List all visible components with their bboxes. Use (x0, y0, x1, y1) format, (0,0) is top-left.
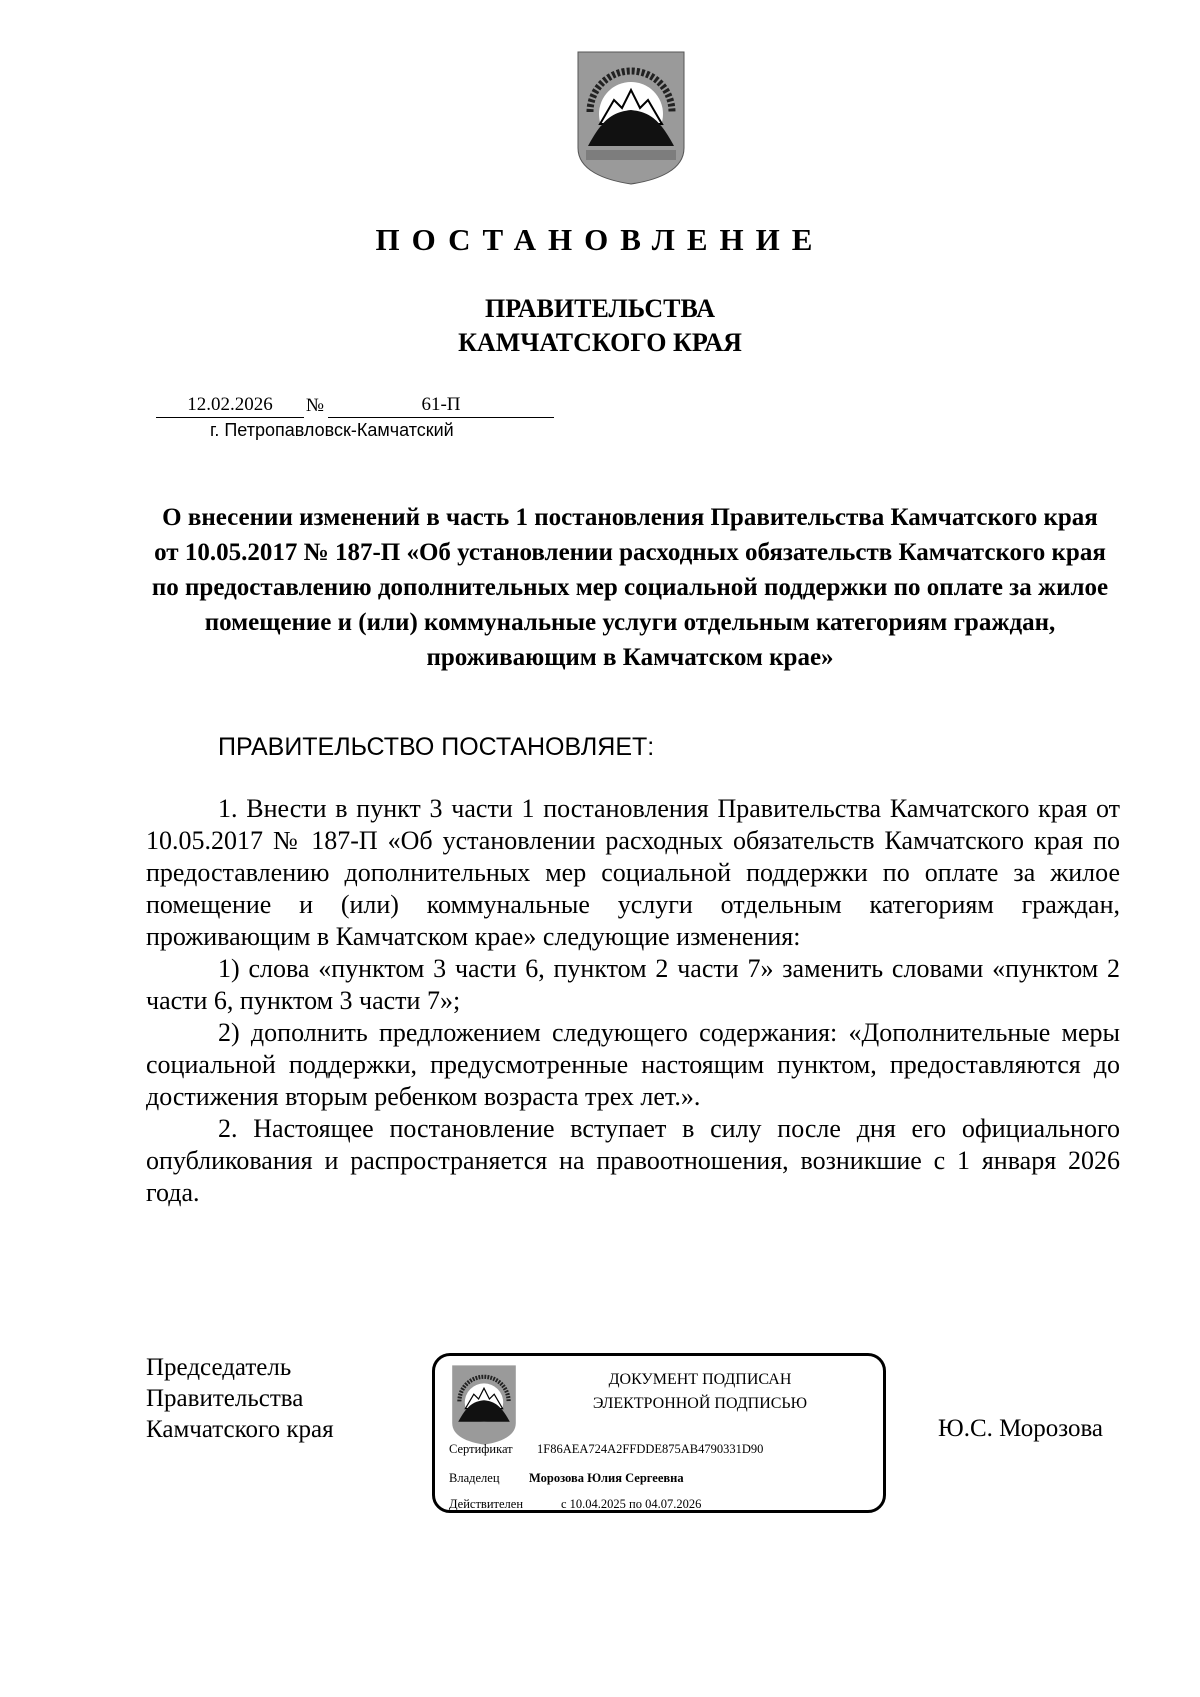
signer-name: Ю.С. Морозова (938, 1415, 1104, 1442)
electronic-signature-stamp (432, 1353, 886, 1513)
stamp-heading-line-1: ДОКУМЕНТ ПОДПИСАН (608, 1371, 792, 1388)
resolves-heading: ПРАВИТЕЛЬСТВО ПОСТАНОВЛЯЕТ: (218, 733, 655, 761)
owner-value: Морозова Юлия Сергеевна (529, 1471, 684, 1485)
body-paragraph: 1. Внести в пункт 3 части 1 постановления Правительства Камчатского края от 10.05.2017 № 187-П «Об установлении расходных обязательств Камчатского края по предоставлению дополнительных мер социальной поддержки по оплате за жилое помещение и (или) коммунальные услуги отдельным категориям граждан, проживающим в Камчатском крае» следующие изменения: (146, 794, 1120, 951)
signer-title-line-1: Председатель (146, 1354, 292, 1381)
signer-title-line-3: Камчатского края (146, 1416, 334, 1443)
stamp-owner-row (449, 1471, 684, 1486)
stamp-heading (525, 1368, 875, 1416)
document-type-title: ПОСТАНОВЛЕНИЕ (375, 222, 825, 257)
stamp-certificate-row (449, 1442, 763, 1457)
issuer-line-2: КАМЧАТСКОГО КРАЯ (458, 328, 742, 357)
stamp-heading-line-2: ЭЛЕКТРОННОЙ ПОДПИСЬЮ (592, 1395, 808, 1412)
registration-line (156, 390, 580, 418)
signer-title-line-2: Правительства (146, 1385, 304, 1412)
stamp-emblem-icon (451, 1363, 517, 1447)
coat-of-arms-emblem (576, 50, 686, 186)
certificate-label: Сертификат (449, 1442, 513, 1456)
place-of-issue: г. Петропавловск-Камчатский (210, 420, 454, 440)
owner-label: Владелец (449, 1471, 500, 1485)
validity-value: с 10.04.2025 по 04.07.2026 (561, 1497, 702, 1511)
certificate-value: 1F86AEA724A2FFDDE875AB4790331D90 (537, 1442, 764, 1456)
validity-label: Действителен (449, 1497, 524, 1511)
body-paragraph: 2) дополнить предложением следующего содержания: «Дополнительные меры социальной поддержки, предусмотренные настоящим пунктом, предоставляются до достижения вторым ребенком возраста трех лет.». (146, 1018, 1120, 1111)
registration-date: 12.02.2026 (156, 393, 304, 418)
document-body (146, 793, 1120, 1209)
number-sign: № (305, 395, 325, 416)
issuer-line-1: ПРАВИТЕЛЬСТВА (485, 294, 715, 323)
body-paragraph: 2. Настоящее постановление вступает в силу после дня его официального опубликования и распространяется на правоотношения, возникшие с 1 января 2026 года. (146, 1114, 1120, 1207)
body-paragraph: 1) слова «пунктом 3 части 6, пунктом 2 части 7» заменить словами «пунктом 2 части 6, пунктом 3 части 7»; (146, 954, 1120, 1015)
stamp-validity-row (449, 1497, 701, 1512)
issuing-authority (0, 292, 1200, 360)
document-subject: О внесении изменений в часть 1 постановления Правительства Камчатского края от 10.05.2017 № 187-П «Об установлении расходных обязательств Камчатского края по предоставлению дополнительных мер социальной поддержки по оплате за жилое помещение и (или) коммунальные услуги отдельным категориям граждан, проживающим в Камчатском крае» (151, 504, 1109, 671)
signer-position (146, 1352, 334, 1445)
registration-number: 61-П (328, 393, 554, 418)
